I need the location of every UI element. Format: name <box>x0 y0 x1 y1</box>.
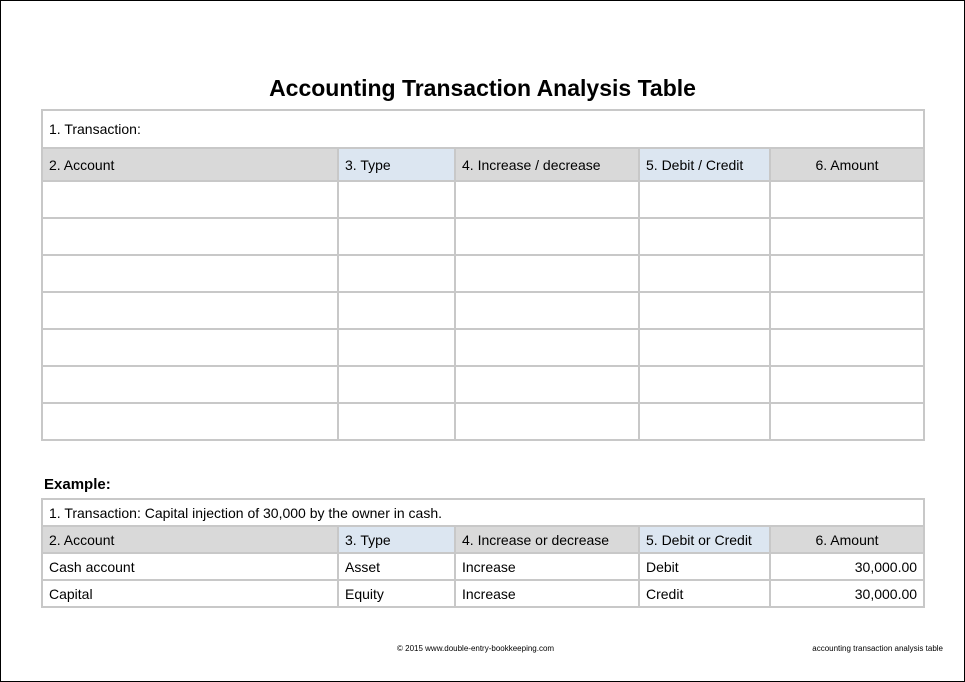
example-header-amount: 6. Amount <box>770 526 924 553</box>
type-cell: Equity <box>338 580 455 607</box>
blank-cell[interactable] <box>770 329 924 366</box>
blank-cell[interactable] <box>42 329 338 366</box>
table-row <box>42 553 924 580</box>
amount-cell: 30,000.00 <box>770 580 924 607</box>
header-increase-decrease: 4. Increase / decrease <box>455 148 639 181</box>
blank-cell[interactable] <box>639 366 770 403</box>
blank-cell[interactable] <box>455 366 639 403</box>
blank-row <box>42 329 924 366</box>
example-table <box>41 498 925 608</box>
blank-row <box>42 403 924 440</box>
blank-cell[interactable] <box>338 403 455 440</box>
blank-row <box>42 292 924 329</box>
blank-cell[interactable] <box>42 292 338 329</box>
blank-cell[interactable] <box>770 255 924 292</box>
increase-decrease-cell: Increase <box>455 553 639 580</box>
blank-cell[interactable] <box>42 366 338 403</box>
blank-cell[interactable] <box>455 255 639 292</box>
footer-copyright: © 2015 www.double-entry-bookkeeping.com <box>397 644 555 653</box>
blank-row <box>42 218 924 255</box>
blank-cell[interactable] <box>639 329 770 366</box>
blank-cell[interactable] <box>455 292 639 329</box>
debit-credit-cell: Debit <box>639 553 770 580</box>
blank-cell[interactable] <box>639 403 770 440</box>
blank-cell[interactable] <box>42 255 338 292</box>
page-title: Accounting Transaction Analysis Table <box>269 75 696 101</box>
blank-cell[interactable] <box>639 255 770 292</box>
blank-row <box>42 366 924 403</box>
blank-cell[interactable] <box>639 218 770 255</box>
blank-cell[interactable] <box>639 181 770 218</box>
blank-cell[interactable] <box>639 292 770 329</box>
blank-cell[interactable] <box>42 181 338 218</box>
blank-cell[interactable] <box>770 403 924 440</box>
blank-cell[interactable] <box>42 218 338 255</box>
amount-cell: 30,000.00 <box>770 553 924 580</box>
increase-decrease-cell: Increase <box>455 580 639 607</box>
debit-credit-cell: Credit <box>639 580 770 607</box>
type-cell: Asset <box>338 553 455 580</box>
account-cell: Capital <box>42 580 338 607</box>
example-header-increase-decrease: 4. Increase or decrease <box>455 526 639 553</box>
account-cell: Cash account <box>42 553 338 580</box>
table-row <box>42 580 924 607</box>
blank-row <box>42 181 924 218</box>
header-type: 3. Type <box>338 148 455 181</box>
blank-cell[interactable] <box>338 181 455 218</box>
blank-cell[interactable] <box>455 218 639 255</box>
blank-cell[interactable] <box>770 366 924 403</box>
header-account: 2. Account <box>42 148 338 181</box>
blank-cell[interactable] <box>455 181 639 218</box>
blank-cell[interactable] <box>770 181 924 218</box>
blank-cell[interactable] <box>338 292 455 329</box>
footer-caption: accounting transaction analysis table <box>812 644 943 653</box>
header-debit-credit: 5. Debit / Credit <box>639 148 770 181</box>
blank-cell[interactable] <box>42 403 338 440</box>
example-header-debit-credit: 5. Debit or Credit <box>639 526 770 553</box>
blank-cell[interactable] <box>770 292 924 329</box>
example-heading: Example: <box>44 476 111 493</box>
blank-cell[interactable] <box>770 218 924 255</box>
blank-cell[interactable] <box>338 329 455 366</box>
example-header-account: 2. Account <box>42 526 338 553</box>
transaction-analysis-form <box>41 109 925 441</box>
blank-cell[interactable] <box>455 329 639 366</box>
blank-cell[interactable] <box>338 218 455 255</box>
blank-cell[interactable] <box>455 403 639 440</box>
example-transaction: 1. Transaction: Capital injection of 30,000 by the owner in cash. <box>42 499 924 526</box>
transaction-label: 1. Transaction: <box>42 110 924 148</box>
blank-cell[interactable] <box>338 366 455 403</box>
blank-cell[interactable] <box>338 255 455 292</box>
example-header-type: 3. Type <box>338 526 455 553</box>
blank-row <box>42 255 924 292</box>
header-amount: 6. Amount <box>770 148 924 181</box>
